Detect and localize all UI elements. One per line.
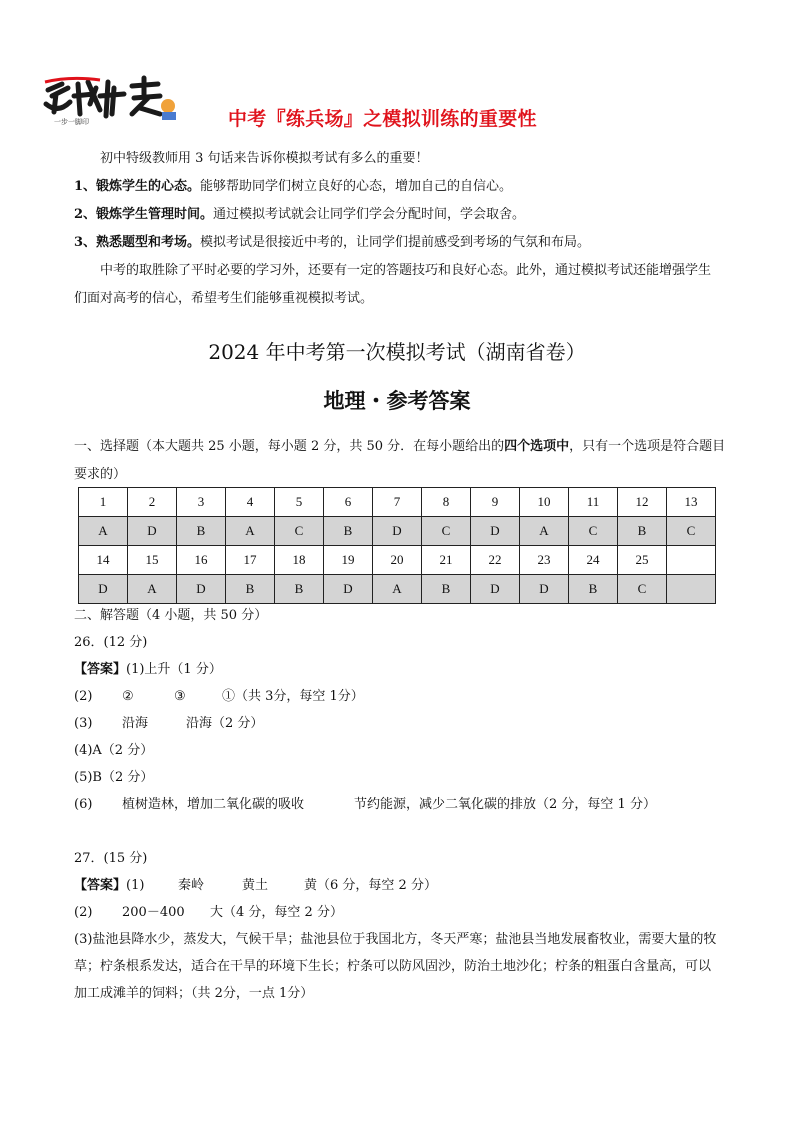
exam-title: 2024 年中考第一次模拟考试（湖南省卷） <box>208 340 586 364</box>
answer-table-number-row <box>79 546 716 575</box>
answer-table-cell: 24 <box>569 546 618 575</box>
answer-table-cell: 13 <box>667 488 716 517</box>
answer-table-cell: D <box>373 517 422 546</box>
answer-table-cell: 6 <box>324 488 373 517</box>
promo-intro: 初中特级教师用 3 句话来告诉你模拟考试有多么的重要！ <box>100 151 429 166</box>
answer-table-cell: 22 <box>471 546 520 575</box>
answer-table-cell: D <box>79 575 128 604</box>
answer-table-cell <box>667 575 716 604</box>
answer-table-cell: 4 <box>226 488 275 517</box>
q27-answer-1: 【答案】(1) 秦岭 黄土 黄（6 分，每空 2 分） <box>74 878 437 893</box>
answer-table-cell: C <box>618 575 667 604</box>
answer-table-cell: 23 <box>520 546 569 575</box>
answer-table-cell: 8 <box>422 488 471 517</box>
answer-table-cell: A <box>79 517 128 546</box>
answer-table-cell: 12 <box>618 488 667 517</box>
answer-table-cell: 3 <box>177 488 226 517</box>
answer-table-cell <box>667 546 716 575</box>
answer-table-cell: D <box>128 517 177 546</box>
answer-table-cell: A <box>373 575 422 604</box>
answer-table-number-row <box>79 488 716 517</box>
q26-answer-3: (3) 沿海 沿海（2 分） <box>74 716 264 731</box>
answer-table-cell: D <box>177 575 226 604</box>
answer-table-cell: C <box>667 517 716 546</box>
q27-answer-3: (3)盐池县降水少，蒸发大，气候干旱；盐池县位于我国北方，冬天严寒；盐池县当地发展畜牧业，需要大量的牧草；柠条根系发达，适合在干旱的环境下生长；柠条可以防风固沙，防治土地沙化；柠条的粗蛋白含量高，可以加工成滩羊的饲料；（共 2分，一点 1分） <box>74 932 717 1001</box>
q27-answer-2: (2) 200－400 大（4 分，每空 2 分） <box>74 905 343 920</box>
answer-table-cell: B <box>275 575 324 604</box>
promo-title: 中考『练兵场』之模拟训练的重要性 <box>228 108 537 130</box>
answer-table <box>78 487 716 604</box>
svg-text:一步一脚印: 一步一脚印 <box>54 118 89 126</box>
answer-table-cell: 15 <box>128 546 177 575</box>
answer-table-cell: 10 <box>520 488 569 517</box>
answer-table-cell: C <box>422 517 471 546</box>
promo-point-3: 3、熟悉题型和考场。模拟考试是很接近中考的，让同学们提前感受到考场的气氛和布局。 <box>74 235 591 250</box>
answer-table-cell: 19 <box>324 546 373 575</box>
answer-table-cell: D <box>324 575 373 604</box>
q26-answer-1: 【答案】(1)上升（1 分） <box>74 662 222 677</box>
answer-table-cell: 25 <box>618 546 667 575</box>
answer-table-cell: 20 <box>373 546 422 575</box>
answer-table-cell: 5 <box>275 488 324 517</box>
answer-table-cell: B <box>226 575 275 604</box>
q26-answer-6: (6) 植树造林，增加二氧化碳的吸收 节约能源，减少二氧化碳的排放（2 分，每空 1 分） <box>74 797 656 812</box>
answer-table-cell: C <box>275 517 324 546</box>
answer-table-answer-row <box>79 517 716 546</box>
q26-answer-2: (2) ② ③ ①（共 3分，每空 1分） <box>74 689 364 704</box>
answer-table-cell: B <box>177 517 226 546</box>
answer-table-cell: C <box>569 517 618 546</box>
answer-table-cell: B <box>569 575 618 604</box>
answer-table-cell: 16 <box>177 546 226 575</box>
exam-subtitle: 地理・参考答案 <box>323 388 471 413</box>
promo-point-1: 1、锻炼学生的心态。能够帮助同学们树立良好的心态，增加自己的自信心。 <box>74 179 513 194</box>
promo-closing: 中考的取胜除了平时必要的学习外，还要有一定的答题技巧和良好心态。此外，通过模拟考试还能增强学生们面对高考的信心，希望考生们能够重视模拟考试。 <box>74 263 712 306</box>
answer-table-cell: B <box>324 517 373 546</box>
answer-table-cell: 21 <box>422 546 471 575</box>
q26-header: 26．(12 分) <box>74 635 148 650</box>
promo-point-2: 2、锻炼学生管理时间。通过模拟考试就会让同学们学会分配时间，学会取舍。 <box>74 207 526 222</box>
answer-table-cell: B <box>422 575 471 604</box>
answer-table-cell: 14 <box>79 546 128 575</box>
answer-table-cell: B <box>618 517 667 546</box>
answer-table-cell: A <box>128 575 177 604</box>
exam-prep-logo <box>40 74 190 126</box>
q26-answer-4: (4)A（2 分） <box>74 743 154 758</box>
answer-table-cell: A <box>520 517 569 546</box>
answer-table-cell: 11 <box>569 488 618 517</box>
q26-answer-5: (5)B（2 分） <box>74 770 154 785</box>
answer-table-cell: D <box>520 575 569 604</box>
section-2-heading: 二、解答题（4 小题，共 50 分） <box>74 608 268 623</box>
q27-header: 27．(15 分) <box>74 851 148 866</box>
answer-table-cell: D <box>471 575 520 604</box>
answer-table-cell: 2 <box>128 488 177 517</box>
answer-table-cell: 9 <box>471 488 520 517</box>
answer-table-cell: 1 <box>79 488 128 517</box>
answer-table-cell: 18 <box>275 546 324 575</box>
answer-table-cell: D <box>471 517 520 546</box>
answer-table-cell: 7 <box>373 488 422 517</box>
answer-table-answer-row <box>79 575 716 604</box>
section-1-heading: 一、选择题（本大题共 25 小题，每小题 2 分，共 50 分．在每小题给出的四个选项中，只有一个选项是符合题目要求的） <box>74 439 726 482</box>
answer-table-cell: 17 <box>226 546 275 575</box>
answer-table-cell: A <box>226 517 275 546</box>
